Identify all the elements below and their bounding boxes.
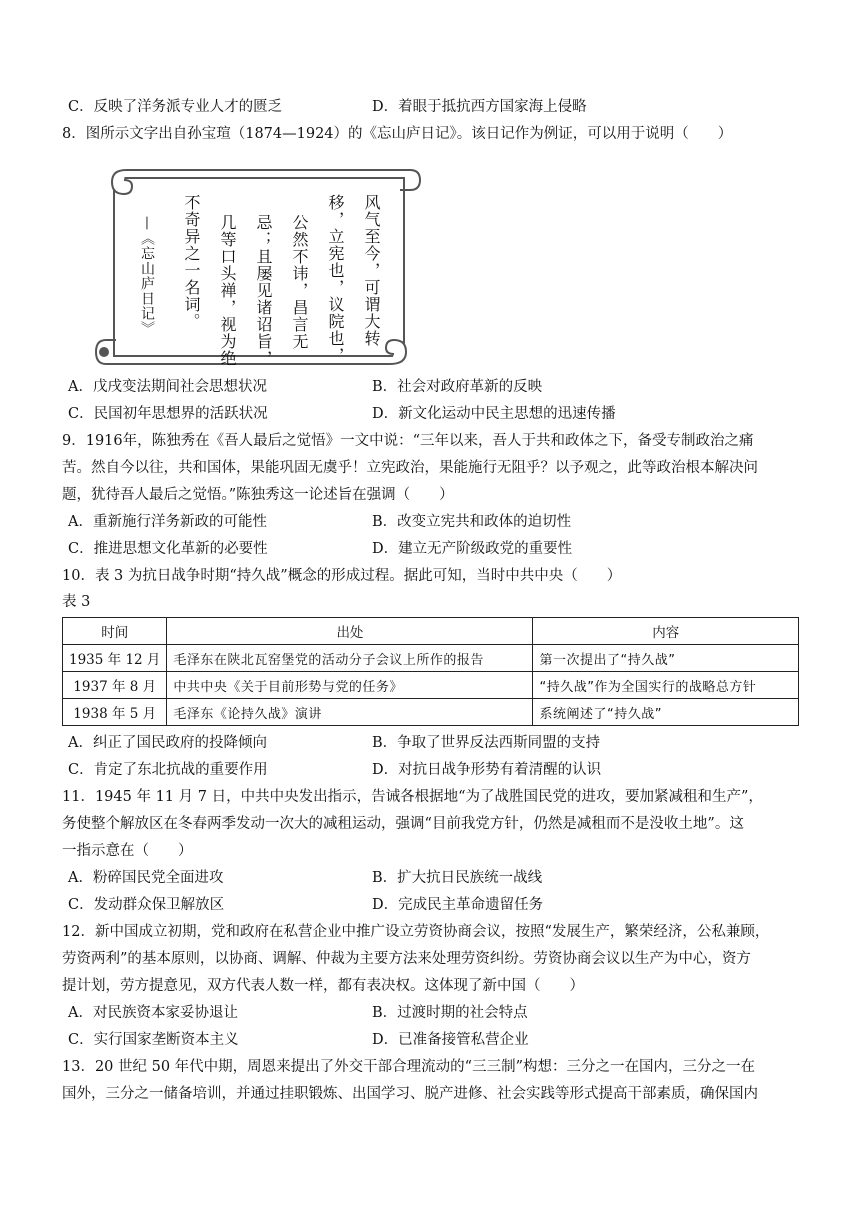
table-header-cell: 出处 bbox=[167, 618, 533, 645]
q10-stem: 10．表 3 为抗日战争时期“持久战”概念的形成过程。据此可知，当时中共中央（ ） bbox=[62, 568, 622, 584]
table-row bbox=[63, 699, 799, 726]
q12-stem-line2: 劳资两利”的基本原则，以协商、调解、仲裁为主要方法来处理劳资纠纷。劳资协商会议以生产为中心，资方 bbox=[62, 951, 751, 967]
q9-stem-line2: 苦。然自今以往，共和国体，果能巩固无虞乎！立宪政治，果能施行无阻乎？以予观之，此等政治根本解决问 bbox=[62, 460, 758, 476]
q10-option-c: C．肯定了东北抗战的重要作用 bbox=[68, 762, 268, 778]
table-cell-source: 毛泽东在陕北瓦窑堡党的活动分子会议上所作的报告 bbox=[167, 645, 533, 672]
table-caption: 表 3 bbox=[62, 594, 91, 610]
table-row bbox=[63, 645, 799, 672]
q11-option-c: C．发动群众保卫解放区 bbox=[68, 897, 225, 913]
scroll-text-col-1: 风气至今，可谓大转 bbox=[362, 194, 381, 347]
q13-stem-line1: 13．20 世纪 50 年代中期，周恩来提出了外交干部合理流动的“三三制”构想：三分之一在国内，三分之一在 bbox=[62, 1059, 756, 1075]
table-row bbox=[63, 672, 799, 699]
q8-stem: 8．图所示文字出自孙宝瑄（1874—1924）的《忘山庐日记》。该日记作为例证，可以用于说明（ ） bbox=[62, 126, 733, 142]
q8-option-c: C．民国初年思想界的活跃状况 bbox=[68, 406, 268, 422]
q12-option-a: A．对民族资本家妥协退让 bbox=[68, 1005, 238, 1021]
table-cell-time: 1938 年 5 月 bbox=[63, 699, 167, 726]
table-header-cell: 内容 bbox=[533, 618, 799, 645]
table-cell-time: 1937 年 8 月 bbox=[63, 672, 167, 699]
q10-option-a: A．纠正了国民政府的投降倾向 bbox=[68, 735, 267, 751]
table-cell-source: 中共中央《关于目前形势与党的任务》 bbox=[167, 672, 533, 699]
table-cell-content: 第一次提出了“持久战” bbox=[533, 645, 799, 672]
scroll-text-col-3: 公然不讳，昌言无 bbox=[290, 214, 309, 350]
table-header-cell: 时间 bbox=[63, 618, 167, 645]
scroll-source-attribution: —《忘山庐日记》 bbox=[139, 216, 155, 336]
q12-stem-line3: 提计划，劳方提意见，双方代表人数一样，都有表决权。这体现了新中国（ ） bbox=[62, 978, 584, 994]
table-cell-source: 毛泽东《论持久战》演讲 bbox=[167, 699, 533, 726]
q10-option-b: B．争取了世界反法西斯同盟的支持 bbox=[372, 735, 601, 751]
q7-option-c: C．反映了洋务派专业人才的匮乏 bbox=[68, 99, 283, 115]
q9-stem-line3: 题，犹待吾人最后之觉悟。”陈独秀这一论述旨在强调（ ） bbox=[62, 487, 454, 503]
q11-stem-line3: 一指示意在（ ） bbox=[62, 843, 193, 859]
scroll-text-col-6: 不奇异之一名词。 bbox=[182, 194, 201, 330]
diary-scroll-image bbox=[94, 166, 422, 366]
q11-option-d: D．完成民主革命遗留任务 bbox=[372, 897, 544, 913]
q9-option-a: A．重新施行洋务新政的可能性 bbox=[68, 514, 267, 530]
table-3 bbox=[62, 617, 799, 726]
table-cell-time: 1935 年 12 月 bbox=[63, 645, 167, 672]
q8-option-a: A．戊戌变法期间社会思想状况 bbox=[68, 379, 267, 395]
q7-option-d: D．着眼于抵抗西方国家海上侵略 bbox=[372, 99, 587, 115]
q11-option-b: B．扩大抗日民族统一战线 bbox=[372, 870, 543, 886]
scroll-text-col-5: 几等口头禅，视为绝 bbox=[218, 214, 237, 367]
q12-option-c: C．实行国家垄断资本主义 bbox=[68, 1032, 239, 1048]
q10-option-d: D．对抗日战争形势有着清醒的认识 bbox=[372, 762, 602, 778]
table-cell-content: “持久战”作为全国实行的战略总方针 bbox=[533, 672, 799, 699]
table-header-row bbox=[63, 618, 799, 645]
q9-option-d: D．建立无产阶级政党的重要性 bbox=[372, 541, 573, 557]
q11-stem-line2: 务使整个解放区在冬春两季发动一次大的减租运动，强调“目前我党方针，仍然是减租而不是没收土地”。这 bbox=[62, 816, 744, 832]
q12-stem-line1: 12．新中国成立初期，党和政府在私营企业中推广设立劳资协商会议，按照“发展生产，繁荣经济，公私兼顾， bbox=[62, 924, 770, 940]
q8-option-b: B．社会对政府革新的反映 bbox=[372, 379, 543, 395]
q12-option-d: D．已准备接管私营企业 bbox=[372, 1032, 529, 1048]
table-cell-content: 系统阐述了“持久战” bbox=[533, 699, 799, 726]
q8-option-d: D．新文化运动中民主思想的迅速传播 bbox=[372, 406, 616, 422]
q9-option-b: B．改变立宪共和政体的迫切性 bbox=[372, 514, 572, 530]
q12-option-b: B．过渡时期的社会特点 bbox=[372, 1005, 528, 1021]
q11-option-a: A．粉碎国民党全面进攻 bbox=[68, 870, 224, 886]
q13-stem-line2: 国外，三分之一储备培训，并通过挂职锻炼、出国学习、脱产进修、社会实践等形式提高干部素质，确保国内 bbox=[62, 1086, 758, 1102]
scroll-text-col-4: 忌；且屡见诸诏旨， bbox=[254, 214, 273, 367]
q11-stem-line1: 11．1945 年 11 月 7 日，中共中央发出指示，告诫各根据地“为了战胜国民党的进攻，要加紧减租和生产”， bbox=[62, 789, 763, 805]
q9-option-c: C．推进思想文化革新的必要性 bbox=[68, 541, 268, 557]
scroll-text-col-2: 移，立宪也，议院也， bbox=[326, 194, 345, 364]
q9-stem-line1: 9．1916年，陈独秀在《吾人最后之觉悟》一文中说：“三年以来，吾人于共和政体之下，备受专制政治之痛 bbox=[62, 433, 754, 449]
